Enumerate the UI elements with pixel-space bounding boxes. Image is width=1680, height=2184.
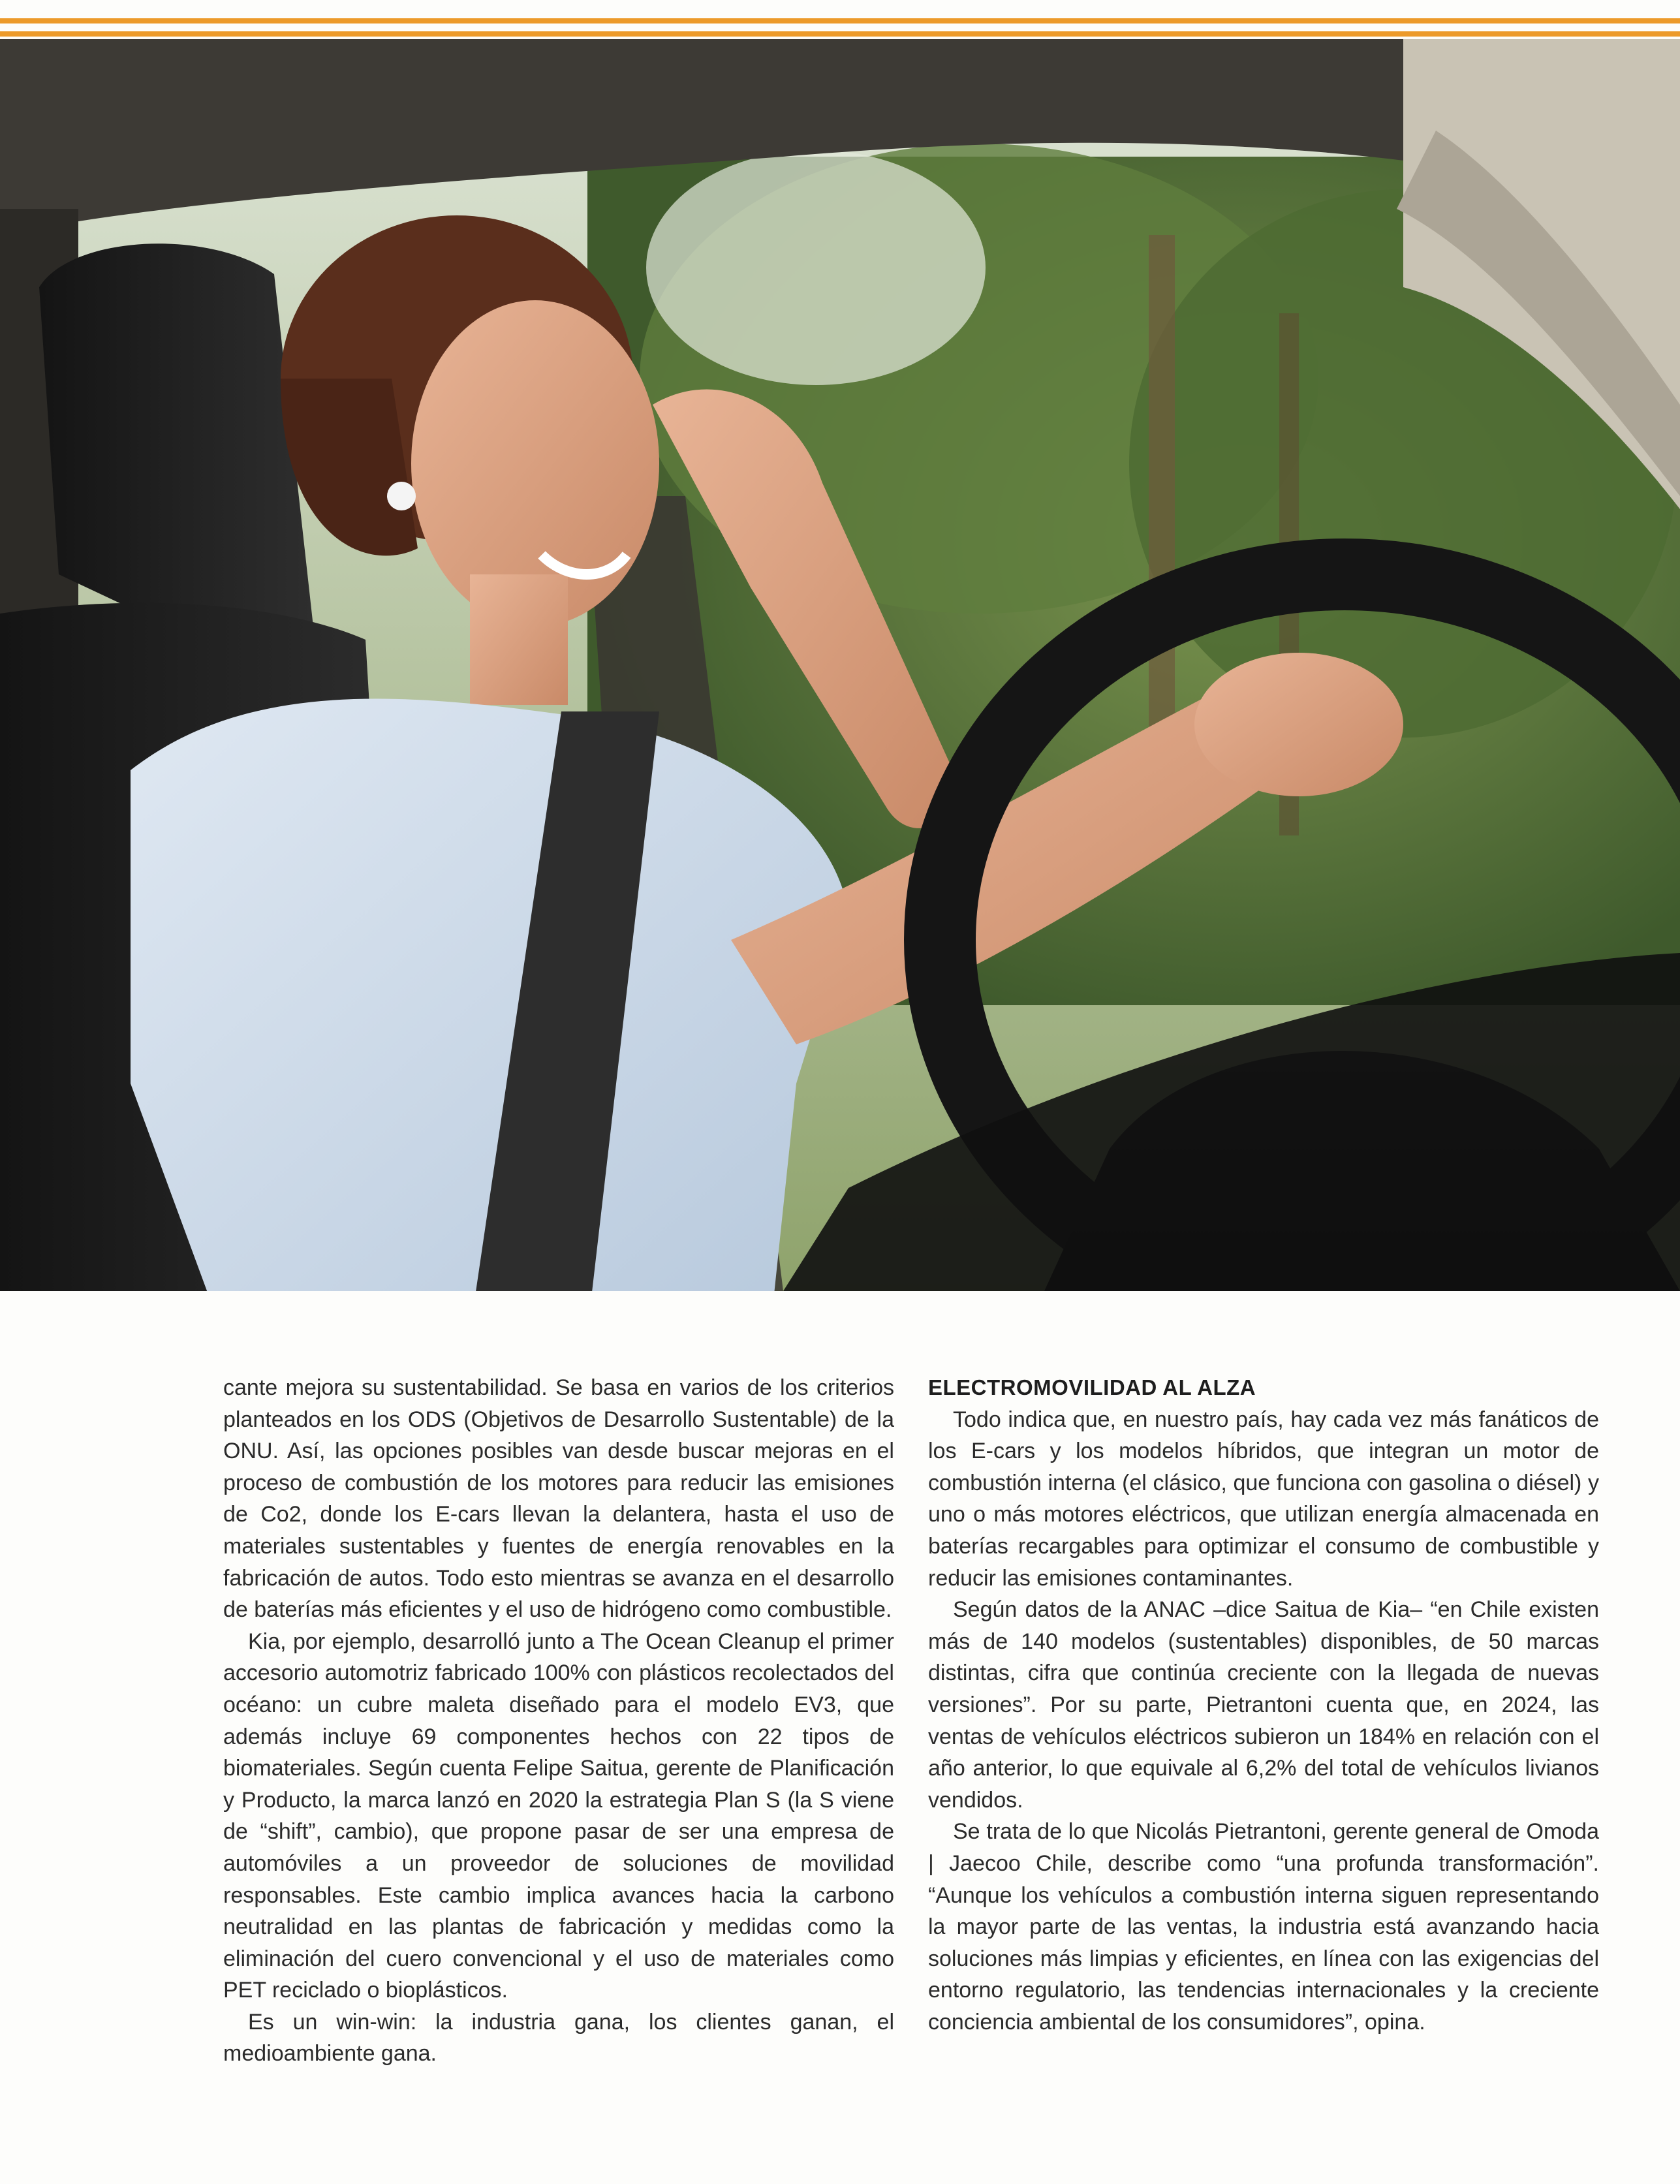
left-paragraph-1: cante mejora su sustentabilidad. Se basa en varios de los criterios planteados en los ODS (Objetivos de Desarrollo Sustentable) de la ONU. Así, las opciones posibles van desde buscar mejoras en el proceso de combustión de los motores para reducir las emisiones de Co2, donde los E-cars llevan la delantera, hasta el uso de materiales sustentables y fuentes de energía renovables en la fabricación de autos. Todo esto mientras se avanza en el desarrollo de baterías más eficientes y el uso de hidrógeno como combustible. — [223, 1375, 894, 1623]
woman-driving-illustration — [0, 39, 1680, 1291]
top-accent-stripe-2 — [0, 31, 1680, 37]
left-paragraph-3: Es un win-win: la industria gana, los clientes ganan, el medioambiente gana. — [223, 2009, 894, 2067]
right-paragraph-3: Se trata de lo que Nicolás Pietrantoni, gerente general de Omoda | Jaecoo Chile, describe como “una profunda transformación”. “Aunque los vehículos a combustión interna siguen representando la mayor parte de las ventas, la industria está avanzando hacia soluciones más limpias y eficientes, en línea con las exigencias del entorno regulatorio, las tendencias internacionales y la creciente conciencia ambiental de los consumidores”, opina. — [928, 1819, 1599, 2035]
right-column — [928, 1372, 1599, 2038]
right-paragraph-2: Según datos de la ANAC –dice Saitua de Kia– “en Chile existen más de 140 modelos (sustentables) disponibles, de 50 marcas distintas, cifra que continúa creciente con la llegada de nuevas versiones”. Por su parte, Pietrantoni cuenta que, en 2024, las ventas de vehículos eléctricos subieron un 184% en relación con el año anterior, lo que equivale al 6,2% del total de vehículos livianos vendidos. — [928, 1597, 1599, 1813]
left-column — [223, 1372, 894, 2070]
hero-photo — [0, 39, 1680, 1291]
top-accent-stripe — [0, 18, 1680, 23]
right-paragraph-1: Todo indica que, en nuestro país, hay cada vez más fanáticos de los E-cars y los modelos híbridos, que integran un motor de combustión interna (el clásico, que funciona con gasolina o diésel) y uno o más motores eléctricos, que utilizan energía almacenada en baterías recargables para optimizar el consumo de combustible y reducir las emisiones contaminantes. — [928, 1407, 1599, 1591]
section-heading: ELECTROMOVILIDAD AL ALZA — [928, 1375, 1256, 1399]
left-paragraph-2: Kia, por ejemplo, desarrolló junto a The Ocean Cleanup el primer accesorio automotriz fabricado 100% con plásticos recolectados del océano: un cubre maleta diseñado para el modelo EV3, que además incluye 69 componentes hechos con 22 tipos de biomateriales. Según cuenta Felipe Saitua, gerente de Planificación y Producto, la marca lanzó en 2020 la estrategia Plan S (la S viene de “shift”, cambio), que propone pasar de ser una empresa de automóviles a un proveedor de soluciones de movilidad responsables. Este cambio implica avances hacia la carbono neutralidad en las plantas de fabricación y medidas como la eliminación del cuero convencional y el uso de materiales como PET reciclado o bioplásticos. — [223, 1629, 894, 2003]
